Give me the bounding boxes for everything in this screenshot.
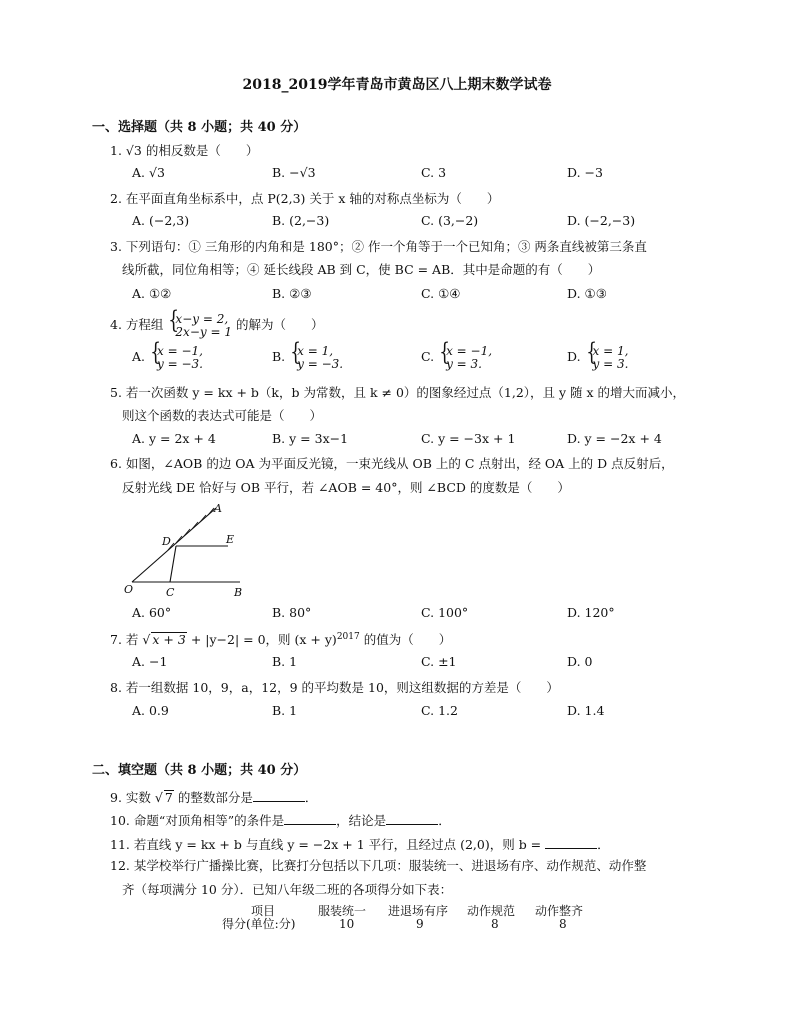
question-stem-pre: 命题“对顶角相等”的条件是 [133, 813, 285, 828]
section-heading-fill: 二、填空题（共 8 小题；共 40 分） [92, 763, 307, 778]
question-stem-post: 的值为（ ） [363, 632, 452, 647]
option-label: D. [567, 349, 581, 365]
q8-option-d: D. 1.4 [567, 703, 605, 718]
question-number: 1. [110, 143, 122, 158]
label-e: E [226, 533, 235, 546]
question-stem-pre: 实数 [125, 790, 151, 805]
question-number: 9. [110, 790, 122, 805]
q8-option-a: A. 0.9 [132, 703, 169, 718]
answer-blank-condition[interactable] [284, 812, 336, 825]
q3-option-b: B. ②③ [272, 286, 312, 301]
question-5-line2: 则这个函数的表达式可能是（ ） [122, 408, 323, 423]
table-header-entrance: 进退场有序 [388, 904, 449, 918]
question-10 [110, 812, 451, 828]
question-stem-post: 的整数部分是 [177, 790, 253, 805]
page-title: 2018_2019学年青岛市黄岛区八上期末数学试卷 [242, 77, 552, 93]
question-number: 10. [110, 813, 130, 828]
question-1 [110, 145, 258, 158]
label-b: B [234, 586, 243, 599]
q2-option-b: B. (2,−3) [272, 213, 330, 228]
answer-blank[interactable] [253, 789, 305, 802]
question-number: 7. [110, 632, 122, 647]
option-label: C. [421, 349, 435, 365]
question-stem-mid: ，结论是 [336, 813, 387, 828]
question-number: 4. [110, 317, 122, 333]
question-7 [110, 632, 451, 647]
q6-option-c: C. 100° [421, 605, 469, 620]
q2-option-d: D. (−2,−3) [567, 213, 636, 228]
answer-blank-conclusion[interactable] [386, 812, 438, 825]
q4-option-c [421, 345, 492, 370]
question-stem-line1: 如图，∠AOB 的边 OA 为平面反光镜，一束光线从 OB 上的 C 点射出，经 OA 上的 D 点反射后， [125, 456, 674, 471]
q1-option-b: B. −√3 [272, 165, 316, 180]
question-9 [110, 789, 317, 805]
q1-option-a: A. √3 [132, 165, 165, 180]
q5-option-b: B. y = 3x−1 [272, 431, 349, 446]
period: ． [597, 837, 610, 852]
period: ． [438, 813, 451, 828]
geometry-figure [120, 498, 250, 600]
question-stem-pre: 若 [125, 632, 139, 647]
question-4 [110, 313, 323, 338]
ray-cd [170, 546, 176, 582]
question-2 [110, 193, 499, 206]
q4-option-b [272, 345, 343, 370]
option-label: B. [272, 349, 286, 365]
q7-option-b: B. 1 [272, 654, 298, 669]
table-header-uniform: 服装统一 [318, 904, 367, 918]
exponent: 2017 [336, 631, 360, 642]
table-header-neat: 动作整齐 [535, 904, 584, 918]
table-cell-uniform: 10 [339, 917, 355, 931]
solution-x: { x = −1, [446, 344, 493, 358]
question-3-line2: 线所截，同位角相等；④ 延长线段 AB 到 C，使 BC = AB．其中是命题的有（ ） [122, 262, 601, 277]
solution-y: y = 3. [446, 356, 482, 371]
question-stem-post: 的解为（ ） [235, 317, 324, 333]
table-row-label: 得分(单位:分) [222, 917, 296, 931]
question-number: 6. [110, 456, 122, 471]
q7-option-d: D. 0 [567, 654, 593, 669]
question-stem-pre: 方程组 [125, 317, 164, 333]
equation-1: { x−y = 2, [175, 312, 229, 326]
option-label: A. [132, 349, 146, 365]
solution-x: { x = 1, [592, 344, 629, 358]
mirror-line-oa [132, 508, 216, 582]
q5-option-a: A. y = 2x + 4 [132, 431, 216, 446]
question-number: 5. [110, 385, 122, 400]
question-number: 12. [110, 858, 130, 873]
label-a: A [214, 502, 222, 515]
q3-option-d: D. ①③ [567, 286, 607, 301]
question-5 [110, 387, 685, 400]
table-header-standard: 动作规范 [467, 904, 516, 918]
solution-system [585, 345, 629, 370]
q7-option-c: C. ±1 [421, 654, 457, 669]
question-number: 11. [110, 837, 130, 852]
question-number: 8. [110, 680, 122, 695]
q8-option-b: B. 1 [272, 703, 298, 718]
q1-option-d: D. −3 [567, 165, 603, 180]
question-8 [110, 682, 559, 695]
answer-blank[interactable] [545, 836, 597, 849]
solution-system [289, 345, 343, 370]
solution-y: y = −3. [297, 356, 344, 371]
solution-y: y = −3. [157, 356, 203, 371]
question-11 [110, 836, 610, 852]
q8-option-c: C. 1.2 [421, 703, 458, 718]
radical-sign: √ [142, 632, 151, 647]
radical-sign: √ [154, 790, 163, 805]
question-12 [110, 860, 646, 873]
question-3 [110, 241, 647, 254]
solution-y: y = 3. [592, 356, 629, 371]
label-c: C [166, 586, 175, 599]
question-stem-line1: 某学校举行广播操比赛，比赛打分包括以下几项：服装统一、进退场有序、动作规范、动作整 [133, 858, 647, 873]
table-cell-standard: 8 [491, 917, 499, 931]
q2-option-c: C. (3,−2) [421, 213, 479, 228]
question-stem-line1: 若一次函数 y = kx + b（k，b 为常数，且 k ≠ 0）的图象经过点（1,2），且 y 随 x 的增大而减小， [125, 385, 686, 400]
q4-option-a [132, 345, 203, 370]
question-number: 2. [110, 191, 122, 206]
table-cell-entrance: 9 [416, 917, 424, 931]
q5-option-d: D. y = −2x + 4 [567, 431, 662, 446]
section-heading-choice: 一、选择题（共 8 小题；共 40 分） [92, 120, 307, 135]
q7-option-a: A. −1 [132, 654, 168, 669]
question-stem-line1: 下列语句：① 三角形的内角和是 180°；② 作一个角等于一个已知角；③ 两条直线被第三条直 [125, 239, 647, 254]
question-12-line2: 齐（每项满分 10 分）．已知八年级二班的各项得分如下表： [122, 882, 453, 897]
solution-x: { x = −1, [157, 344, 203, 358]
equation-2: 2x−y = 1 [175, 324, 232, 339]
q5-option-c: C. y = −3x + 1 [421, 431, 516, 446]
q2-option-a: A. (−2,3) [132, 213, 190, 228]
solution-x: { x = 1, [297, 344, 334, 358]
question-stem: 若一组数据 10，9，a，12，9 的平均数是 10，则这组数据的方差是（ ） [125, 680, 559, 695]
question-6-line2: 反射光线 DE 恰好与 OB 平行，若 ∠AOB = 40°，则 ∠BCD 的度数是（ ） [122, 480, 570, 495]
table-header-item: 项目 [251, 904, 276, 918]
question-stem: 在平面直角坐标系中，点 P(2,3) 关于 x 轴的对称点坐标为（ ） [125, 191, 500, 206]
solution-system [438, 345, 492, 370]
label-o: O [124, 583, 134, 596]
radicand: x + 3 [152, 632, 186, 647]
q6-option-d: D. 120° [567, 605, 615, 620]
table-cell-neat: 8 [559, 917, 567, 931]
q3-option-c: C. ①④ [421, 286, 461, 301]
equation-system [167, 313, 232, 338]
q6-option-a: A. 60° [132, 605, 172, 620]
q6-option-b: B. 80° [272, 605, 312, 620]
q3-option-a: A. ①② [132, 286, 172, 301]
question-stem-mid: + |y−2| = 0，则 (x + y) [190, 632, 337, 647]
radicand: 7 [164, 790, 173, 805]
q4-option-d [567, 345, 628, 370]
question-stem: √3 的相反数是（ ） [125, 143, 259, 158]
question-6 [110, 458, 674, 471]
question-number: 3. [110, 239, 122, 254]
question-stem-pre: 若直线 y = kx + b 与直线 y = −2x + 1 平行，且经过点 (2,0)，则 b = [133, 837, 542, 852]
label-d: D [162, 535, 171, 548]
solution-system [149, 345, 203, 370]
q1-option-c: C. 3 [421, 165, 447, 180]
period: ． [304, 790, 318, 805]
